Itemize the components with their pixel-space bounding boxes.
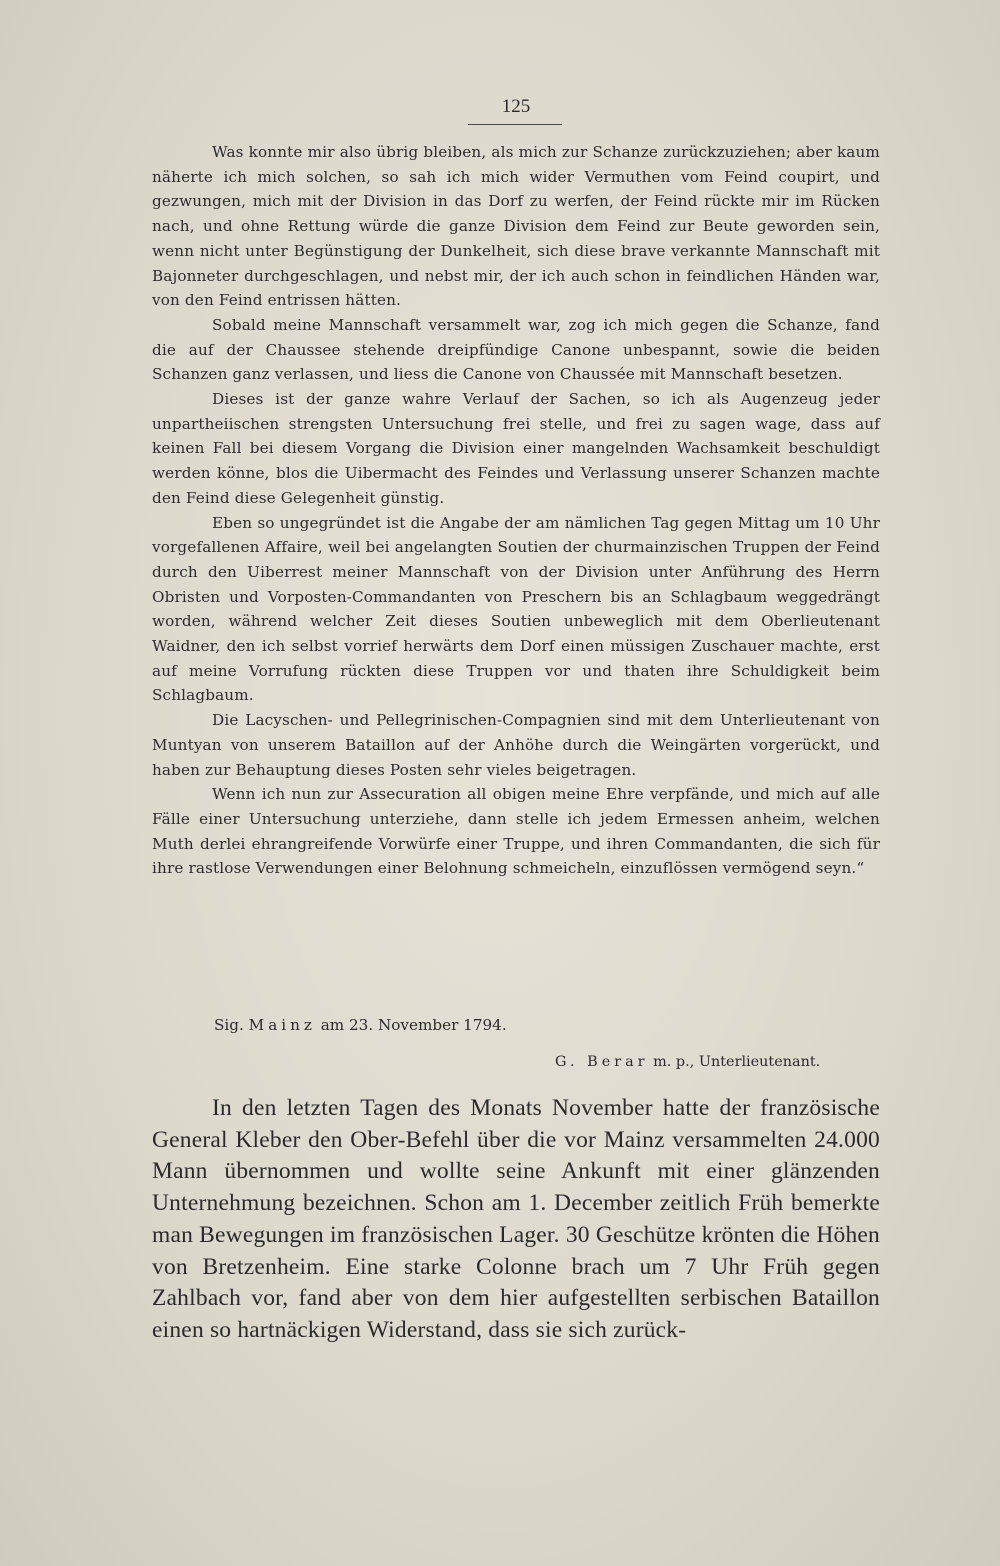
letter-paragraph-2: Sobald meine Mannschaft versammelt war, zog ich mich gegen die Schanze, fand die auf der Chaussee stehende dreipfündige Canone unbespannt, sowie die beiden Schanzen ganz verlassen, und liess die Canone von Chaussée mit Mannschaft besetzen. [152, 315, 880, 384]
letter-paragraph-4: Eben so ungegründet ist die Angabe der am nämlichen Tag gegen Mittag um 10 Uhr vorgefallenen Affaire, weil bei angelangten Soutien der churmainzischen Truppen der Feind durch den Uiberrest meiner Mannschaft von der Division unter Anführung des Herrn Obristen und Vorposten-Commandanten von Preschern bis an Schlagbaum weggedrängt worden, während welcher Zeit dieses Soutien unbeweglich mit dem Oberlieutenant Waidner, den ich selbst vorrief herwärts dem Dorf einen müssigen Zuschauer machte, erst auf meine Vorrufung rückten diese Truppen vor und thaten ihre Schuldigkeit beim Schlagbaum. [152, 513, 880, 705]
narrative-paragraph: In den letzten Tagen des Monats November hatte der französische General Kleber den Ober-Befehl über die vor Mainz versammelten 24.000 Mann übernommen und wollte seine Ankunft mit einer glänzenden Unternehmung bezeichnen. Schon am 1. December zeitlich Früh bemerkte man Bewegungen im französischen Lager. 30 Geschütze krönten die Höhen von Bretzenheim. Eine starke Colonne brach um 7 Uhr Früh gegen Zahlbach vor, fand aber von dem hier aufgestellten serbischen Bataillon einen so hartnäckigen Widerstand, dass sie sich zurück- [152, 1095, 880, 1343]
signature-date: am 23. November 1794. [320, 1016, 507, 1034]
signature-place: Mainz [248, 1016, 316, 1034]
page-number-rule [468, 124, 562, 125]
letter-paragraph-6: Wenn ich nun zur Assecuration all obigen meine Ehre verpfände, und mich auf alle Fälle einer Untersuchung unterziehe, dann stelle ich jedem Ermessen anheim, welchen Muth derlei ehrangreifende Vorwürfe einer Truppe, und ihren Commandanten, die sich für ihre rastlose Verwendungen einer Belohnung schmeicheln, einzuflössen vermögend seyn.“ [152, 785, 880, 878]
author-rank: m. p., Unterlieutenant. [653, 1054, 821, 1070]
letter-paragraph-1: Was konnte mir also übrig bleiben, als mich zur Schanze zurückzuziehen; aber kaum näherte ich mich solchen, so sah ich mich wider Vermuthen vom Feind coupirt, und gezwungen, mich mit der Division in das Dorf zu werfen, der Feind rückte mir im Rücken nach, und ohne Rettung würde die ganze Division dem Feind zur Beute geworden sein, wenn nicht unter Begünstigung der Dunkelheit, sich diese brave verkannte Mannschaft mit Bajonneter durchgeschlagen, und nebst mir, der ich auch schon in feindlichen Händen war, von den Feind entrissen hätten. [152, 143, 880, 310]
signature-place-date [214, 1016, 507, 1034]
author-name: G. Berar [555, 1054, 649, 1070]
letter-body [152, 140, 880, 881]
page-number: 125 [501, 96, 531, 117]
narrative-body [152, 1093, 880, 1347]
signature-prefix: Sig. [214, 1016, 244, 1034]
signature-author [555, 1054, 880, 1070]
letter-paragraph-5: Die Lacyschen- und Pellegrinischen-Compagnien sind mit dem Unterlieutenant von Muntyan von unserem Bataillon auf der Anhöhe durch die Weingärten vorgerückt, und haben zur Behauptung dieses Posten sehr vieles beigetragen. [152, 711, 880, 779]
letter-paragraph-3: Dieses ist der ganze wahre Verlauf der Sachen, so ich als Augenzeug jeder unpartheiischen strengsten Untersuchung frei stelle, und frei zu sagen wage, dass auf keinen Fall bei diesem Vorgang die Division einer mangelnden Wachsamkeit beschuldigt werden könne, blos die Uibermacht des Feindes und Verlassung unserer Schanzen machte den Feind diese Gelegenheit günstig. [152, 390, 880, 507]
